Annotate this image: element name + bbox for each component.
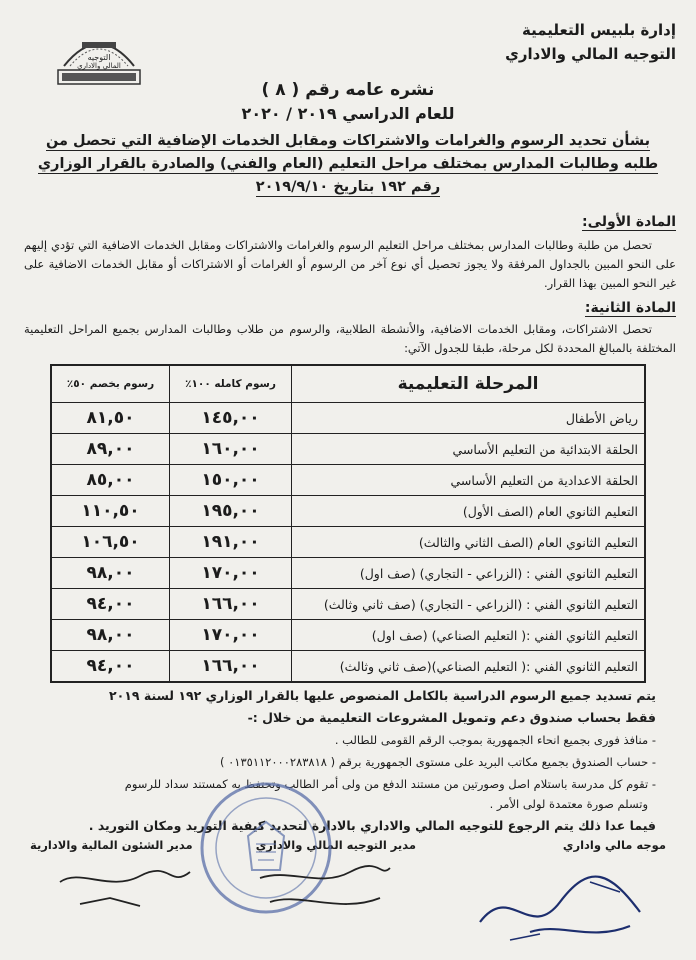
discount-fee-cell: ٩٨,٠٠ <box>51 558 169 589</box>
department-name: التوجيه المالي والاداري <box>505 45 676 63</box>
fees-table <box>50 364 646 683</box>
table-row <box>51 403 645 434</box>
payment-bullet-2: - حساب الصندوق بجميع مكاتب البريد على مستوى الجمهورية برقم ( ٠١٣٥١١٢٠٠٠٢٨٣٨١٨ ) <box>219 755 656 769</box>
signature-title-finance-manager: مدير الشئون المالية والادارية <box>30 838 193 852</box>
svg-text:التوجيه: التوجيه <box>87 53 111 62</box>
full-fee-cell: ١٤٥,٠٠ <box>169 403 291 434</box>
stage-cell: التعليم الثانوي الفني : (الزراعي - التجاري) (صف ثاني وثالث) <box>292 589 646 620</box>
table-row <box>51 527 645 558</box>
table-row <box>51 496 645 527</box>
full-fee-cell: ١٦٠,٠٠ <box>169 434 291 465</box>
svg-text:المالي والاداري: المالي والاداري <box>77 62 121 70</box>
table-row <box>51 589 645 620</box>
stage-cell: الحلقة الاعدادية من التعليم الأساسي <box>292 465 646 496</box>
full-fee-cell: ١٦٦,٠٠ <box>169 589 291 620</box>
discount-fee-cell: ٩٨,٠٠ <box>51 620 169 651</box>
full-fee-column-header: رسوم كامله ١٠٠٪ <box>169 365 291 403</box>
article-2-heading: المادة الثانية: <box>584 300 676 316</box>
stage-column-header: المرحلة التعليمية <box>292 365 646 403</box>
table-row <box>51 558 645 589</box>
payment-bullet-3-cont: وتسلم صورة معتمدة لولى الأمر . <box>489 797 648 811</box>
signature-scribble-icon <box>50 858 200 918</box>
table-row <box>51 434 645 465</box>
stage-cell: رياض الأطفال <box>292 403 646 434</box>
stage-cell: الحلقة الابتدائية من التعليم الأساسي <box>292 434 646 465</box>
discount-fee-column-header: رسوم بخصم ٥٠٪ <box>51 365 169 403</box>
article-2-text: تحصل الاشتراكات، ومقابل الخدمات الاضافية، والأنشطة الطلابية، والرسوم من طلاب وطالبات المدارس بجميع المراحل التعليمية المختلفة بالمبالغ المحددة لكل مرحلة، طبقا للجدول الآتي: <box>24 322 676 355</box>
academic-year: للعام الدراسي ٢٠١٩ / ٢٠٢٠ <box>241 104 455 123</box>
discount-fee-cell: ١٠٦,٥٠ <box>51 527 169 558</box>
stage-cell: التعليم الثانوي العام (الصف الأول) <box>292 496 646 527</box>
final-note: فيما عدا ذلك يتم الرجوع للتوجيه المالي والاداري بالادارة لتحديد كيفية التوريد ومكان التوريد . <box>88 818 656 833</box>
signature-title-supervisor: موجه مالي واداري <box>562 838 666 852</box>
subject-line-3: رقم ١٩٢ بتاريخ ٢٠١٩/٩/١٠ <box>255 179 441 195</box>
stage-cell: التعليم الثانوي العام (الصف الثاني والثالث) <box>292 527 646 558</box>
stage-cell: التعليم الثانوي الفني :( التعليم الصناعي)(صف ثاني وثالث) <box>292 651 646 683</box>
full-fee-cell: ١٧٠,٠٠ <box>169 558 291 589</box>
table-row <box>51 620 645 651</box>
payment-bullet-1: - منافذ فورى بجميع انحاء الجمهورية بموجب الرقم القومى للطالب . <box>334 733 656 747</box>
table-row <box>51 651 645 683</box>
discount-fee-cell: ١١٠,٥٠ <box>51 496 169 527</box>
signature-scribble-icon <box>250 858 400 918</box>
article-1-text: تحصل من طلبة وطالبات المدارس بمختلف مراحل التعليم الرسوم والغرامات والاشتراكات ومقابل الخدمات الاضافية التي تؤدي إليهم على النحو المبين بالجداول المرفقة ولا يجوز تحصيل أي نوع آخر من الرسوم أو الغرامات أو الاشتراكات أو مقابل الخدمات الاضافية على غير النحو المبين بهذا القرار. <box>24 238 676 290</box>
bulletin-subject <box>0 130 696 199</box>
article-1-heading: المادة الأولى: <box>582 214 676 230</box>
payment-note-2: فقط بحساب صندوق دعم وتمويل المشروعات التعليمية من خلال :- <box>247 710 656 725</box>
subject-line-2: طلبه وطالبات المدارس بمختلف مراحل التعليم (العام والفني) والصادرة بالقرار الوزاري <box>37 156 659 172</box>
fees-table-header <box>51 365 645 403</box>
table-row <box>51 465 645 496</box>
bulletin-number: نشره عامه رقم ( ٨ ) <box>261 80 435 100</box>
signature-title-director: مدير التوجيه المالي والاداري <box>255 838 416 852</box>
discount-fee-cell: ٩٤,٠٠ <box>51 589 169 620</box>
discount-fee-cell: ٨٥,٠٠ <box>51 465 169 496</box>
discount-fee-cell: ٨٩,٠٠ <box>51 434 169 465</box>
full-fee-cell: ١٩١,٠٠ <box>169 527 291 558</box>
stage-cell: التعليم الثانوي الفني :( التعليم الصناعي) (صف اول) <box>292 620 646 651</box>
full-fee-cell: ١٩٥,٠٠ <box>169 496 291 527</box>
full-fee-cell: ١٧٠,٠٠ <box>169 620 291 651</box>
signature-scribble-icon <box>470 862 670 952</box>
full-fee-cell: ١٥٠,٠٠ <box>169 465 291 496</box>
payment-bullet-3: - تقوم كل مدرسة باستلام اصل وصورتين من مستند الدفع من ولى أمر الطالب وتحتفظ به كمستند سداد للرسوم <box>124 777 656 791</box>
stage-cell: التعليم الثانوي الفني : (الزراعي - التجاري) (صف اول) <box>292 558 646 589</box>
administration-header <box>505 18 676 66</box>
discount-fee-cell: ٩٤,٠٠ <box>51 651 169 683</box>
full-fee-cell: ١٦٦,٠٠ <box>169 651 291 683</box>
admin-name: إدارة بلبيس التعليمية <box>521 21 676 39</box>
discount-fee-cell: ٨١,٥٠ <box>51 403 169 434</box>
signatures-row <box>30 838 666 858</box>
payment-note-1: يتم تسديد جميع الرسوم الدراسية بالكامل المنصوص عليها بالقرار الوزاري ١٩٢ لسنة ٢٠١٩ <box>109 688 656 703</box>
subject-line-1: بشأن تحديد الرسوم والغرامات والاشتراكات ومقابل الخدمات الإضافية التي تحصل من <box>45 133 651 149</box>
